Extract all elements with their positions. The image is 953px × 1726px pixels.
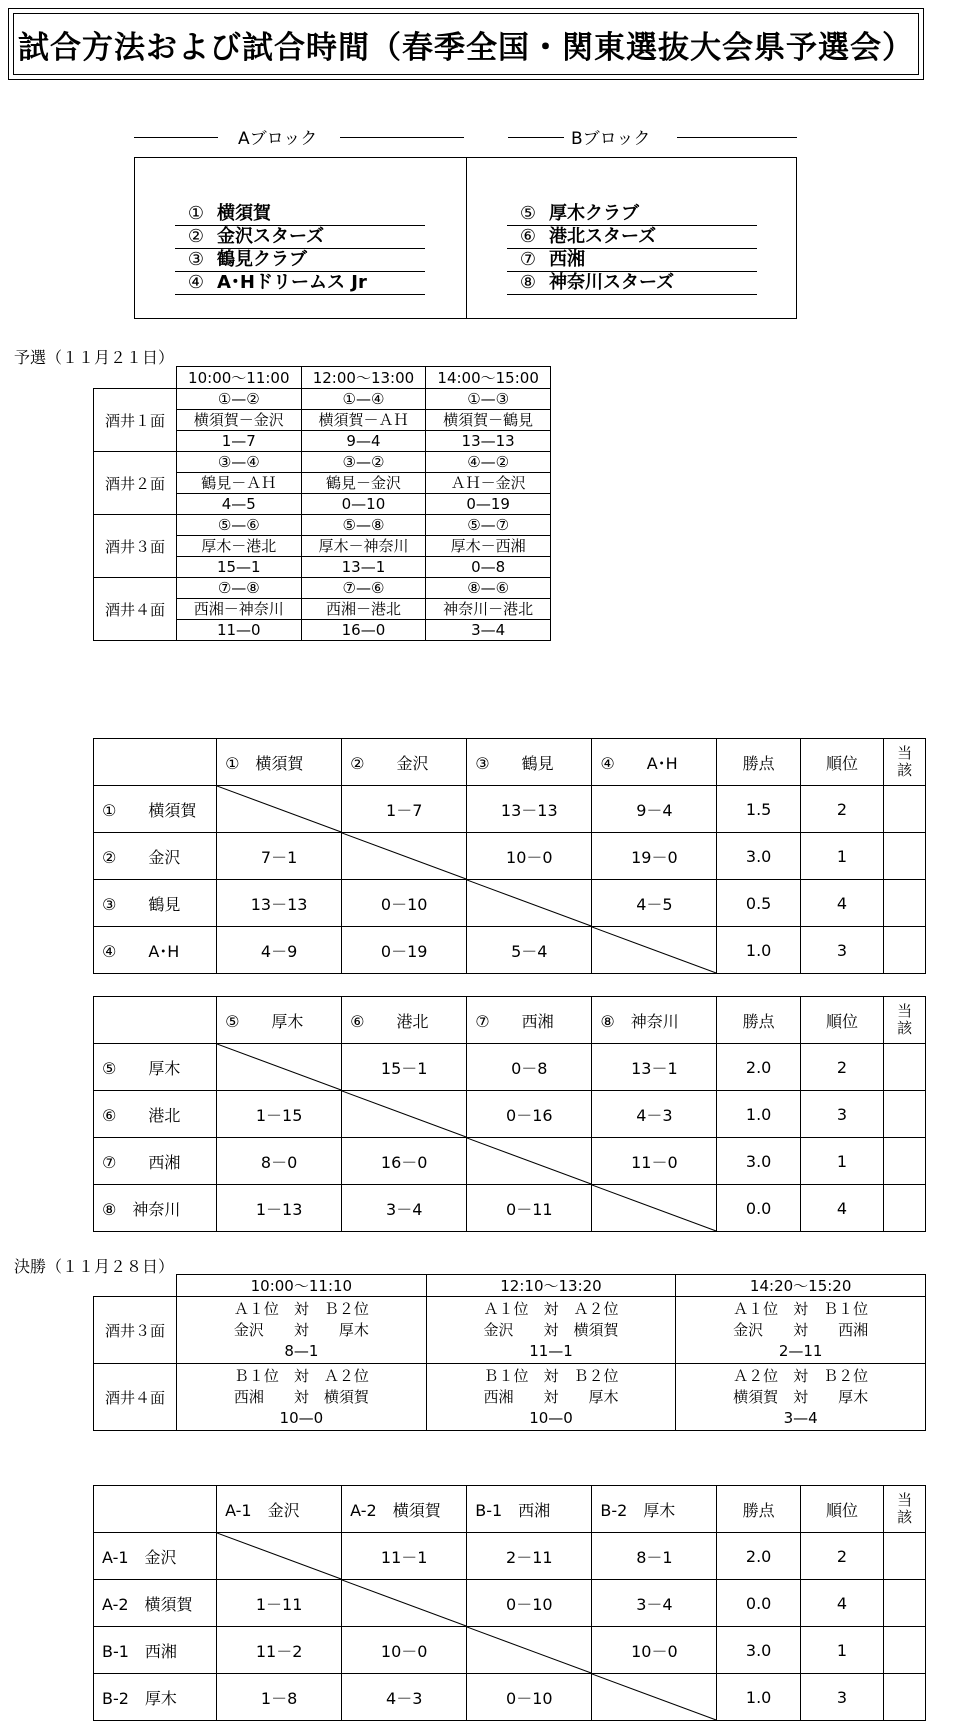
team-name: B-1 西湘: [94, 1627, 217, 1674]
points-cell: 2.0: [717, 1533, 800, 1580]
game-teams: 厚木－西湘: [426, 536, 550, 557]
game-score: 13—13: [461, 432, 515, 450]
game-teams: 厚木－港北: [177, 536, 301, 557]
standing-b-table: [93, 996, 926, 1232]
team-name: ② 金沢: [94, 833, 217, 880]
extra-header: [884, 997, 926, 1044]
court-row: [94, 452, 551, 515]
game-cell: [301, 578, 426, 641]
rank-cell: 3: [800, 1091, 883, 1138]
rank-cell: 2: [800, 1044, 883, 1091]
time-header: 12:00～13:00: [301, 367, 426, 389]
opponent-header: ④ A･H: [592, 739, 717, 786]
game-teams: 金沢 対 厚木: [233, 1320, 369, 1339]
game-score: 3—4: [783, 1408, 818, 1427]
game-teams: ＡＨ－金沢: [426, 473, 550, 494]
time-header: 10:00～11:00: [176, 367, 301, 389]
extra-cell: [884, 1674, 926, 1721]
diagonal-line: [467, 880, 591, 926]
opponent-header: ② 金沢: [342, 739, 467, 786]
score-cell: 3－4: [592, 1580, 717, 1627]
opponent-header: B-2 厚木: [592, 1486, 717, 1533]
game-cell: [676, 1297, 926, 1364]
game-score: 13—1: [341, 558, 386, 576]
score-cell: 8－1: [592, 1533, 717, 1580]
opponent-header: ⑥ 港北: [342, 997, 467, 1044]
points-cell: 1.0: [717, 1674, 800, 1721]
game-pair: ⑦—⑧: [177, 578, 301, 599]
corner-cell: [94, 1275, 177, 1297]
rank-cell: 3: [800, 927, 883, 974]
score-cell: 10－0: [342, 1627, 467, 1674]
diagonal-cell: [592, 927, 717, 974]
opponent-header: A-2 横須賀: [342, 1486, 467, 1533]
court-row: [94, 1297, 926, 1364]
court-name: 酒井１面: [94, 389, 177, 452]
game-cell: [301, 452, 426, 515]
standing-row: [94, 1185, 926, 1232]
game-pair: ⑤—⑥: [177, 515, 301, 536]
game-cell: [176, 515, 301, 578]
score-cell: 2－11: [467, 1533, 592, 1580]
standing-row: [94, 1138, 926, 1185]
game-pair: Ｂ１位 対 Ｂ２位: [483, 1366, 619, 1385]
score-cell: 11－2: [217, 1627, 342, 1674]
court-name: 酒井３面: [94, 515, 177, 578]
score-cell: 0－10: [342, 880, 467, 927]
standing-row: [94, 1674, 926, 1721]
court-name: 酒井４面: [94, 1364, 177, 1431]
score-cell: 4－3: [342, 1674, 467, 1721]
a-block-line-left: [134, 137, 218, 138]
team-entry: [507, 226, 757, 249]
score-cell: 11－0: [592, 1138, 717, 1185]
team-name: ⑥ 港北: [94, 1091, 217, 1138]
score-cell: 0－10: [467, 1674, 592, 1721]
score-cell: 5－4: [467, 927, 592, 974]
extra-cell: [884, 880, 926, 927]
game-score: 8—1: [284, 1341, 319, 1360]
game-cell: [176, 578, 301, 641]
diagonal-line: [217, 1044, 341, 1090]
game-pair: ⑦—⑥: [302, 578, 426, 599]
game-teams: 鶴見－金沢: [302, 473, 426, 494]
score-cell: 1－11: [217, 1580, 342, 1627]
schedule-header-row: [94, 367, 551, 389]
extra-cell: [884, 1185, 926, 1232]
team-entry: [507, 272, 757, 295]
rank-cell: 2: [800, 1533, 883, 1580]
extra-cell: [884, 1627, 926, 1674]
final-schedule-table: [93, 1274, 926, 1431]
opponent-header: ⑦ 西湘: [467, 997, 592, 1044]
extra-header-text: 当該: [897, 744, 913, 779]
standing-row: [94, 1091, 926, 1138]
score-cell: 0－19: [342, 927, 467, 974]
game-pair: ③—②: [302, 452, 426, 473]
game-pair: ⑤—⑧: [302, 515, 426, 536]
diagonal-cell: [342, 1091, 467, 1138]
diagonal-cell: [592, 1185, 717, 1232]
standing-row: [94, 880, 926, 927]
team-name: 鶴見クラブ: [217, 249, 307, 270]
diagonal-line: [342, 1091, 466, 1137]
game-score: 0—8: [471, 558, 506, 576]
game-pair: ③—④: [177, 452, 301, 473]
game-score: 16—0: [341, 621, 386, 639]
game-score: 4—5: [221, 495, 256, 513]
score-cell: 4－3: [592, 1091, 717, 1138]
game-teams: 横須賀 対 厚木: [733, 1387, 869, 1406]
game-pair: Ａ１位 対 Ｂ１位: [733, 1299, 869, 1318]
points-cell: 2.0: [717, 1044, 800, 1091]
team-number: ②: [187, 226, 205, 247]
rank-cell: 1: [800, 1627, 883, 1674]
points-cell: 1.5: [717, 786, 800, 833]
team-name: A-2 横須賀: [94, 1580, 217, 1627]
court-row: [94, 389, 551, 452]
a-block-line-right: [340, 137, 464, 138]
b-block-line-right: [677, 137, 797, 138]
standing-row: [94, 1580, 926, 1627]
score-cell: 1－15: [217, 1091, 342, 1138]
game-pair: Ａ２位 対 Ｂ２位: [733, 1366, 869, 1385]
standing-header-row: [94, 1486, 926, 1533]
game-cell: [301, 389, 426, 452]
game-cell: [426, 1364, 676, 1431]
team-entry: [175, 272, 425, 295]
game-score: 11—1: [529, 1341, 573, 1360]
corner-cell: [94, 1486, 217, 1533]
standing-row: [94, 786, 926, 833]
points-header: 勝点: [717, 997, 800, 1044]
score-cell: 13－1: [592, 1044, 717, 1091]
corner-cell: [94, 997, 217, 1044]
extra-cell: [884, 1044, 926, 1091]
score-cell: 7－1: [217, 833, 342, 880]
team-entry: [175, 249, 425, 272]
team-name: ④ A･H: [94, 927, 217, 974]
standing-final-table: [93, 1485, 926, 1721]
final-label: 決勝（１１月２８日）: [14, 1257, 175, 1276]
page-title: 試合方法および試合時間（春季全国・関東選抜大会県予選会）: [13, 13, 919, 75]
score-cell: 16－0: [342, 1138, 467, 1185]
game-score: 1—7: [221, 432, 256, 450]
court-row: [94, 1364, 926, 1431]
rank-cell: 1: [800, 1138, 883, 1185]
diagonal-line: [592, 1185, 716, 1231]
rank-cell: 4: [800, 880, 883, 927]
game-cell: [177, 1297, 427, 1364]
game-teams: 金沢 対 西湘: [733, 1320, 869, 1339]
game-teams: 横須賀－鶴見: [426, 410, 550, 431]
diagonal-cell: [467, 1627, 592, 1674]
diagonal-cell: [217, 1533, 342, 1580]
team-name: A･Hドリームス Jr: [217, 272, 367, 293]
game-cell: [176, 452, 301, 515]
game-teams: 横須賀－ＡＨ: [302, 410, 426, 431]
team-name: A-1 金沢: [94, 1533, 217, 1580]
standing-header-row: [94, 739, 926, 786]
diagonal-line: [592, 1674, 716, 1720]
extra-cell: [884, 833, 926, 880]
corner-cell: [94, 367, 177, 389]
game-score: 0—19: [466, 495, 510, 513]
score-cell: 19－0: [592, 833, 717, 880]
b-block-line-left: [508, 137, 564, 138]
diagonal-line: [342, 833, 466, 879]
team-name: B-2 厚木: [94, 1674, 217, 1721]
team-entry: [507, 249, 757, 272]
standing-row: [94, 1533, 926, 1580]
game-cell: [426, 515, 551, 578]
game-teams: 西湘－神奈川: [177, 599, 301, 620]
points-header: 勝点: [717, 739, 800, 786]
game-pair: Ａ１位 対 Ｂ２位: [233, 1299, 369, 1318]
score-cell: 10－0: [467, 833, 592, 880]
opponent-header: A-1 金沢: [217, 1486, 342, 1533]
diagonal-cell: [592, 1674, 717, 1721]
points-header: 勝点: [717, 1486, 800, 1533]
score-cell: 0－16: [467, 1091, 592, 1138]
extra-cell: [884, 927, 926, 974]
b-block-label: Bブロック: [571, 129, 651, 149]
standing-row: [94, 833, 926, 880]
team-name: ⑧ 神奈川: [94, 1185, 217, 1232]
points-cell: 0.0: [717, 1185, 800, 1232]
game-pair: ⑧—⑥: [426, 578, 550, 599]
score-cell: 1－8: [217, 1674, 342, 1721]
prelim-label: 予選（１１月２１日）: [14, 348, 175, 367]
game-teams: 鶴見－ＡＨ: [177, 473, 301, 494]
game-score: 10—0: [529, 1408, 573, 1427]
game-pair: ①—④: [302, 389, 426, 410]
rank-cell: 2: [800, 786, 883, 833]
game-cell: [426, 389, 551, 452]
extra-header-text: 当該: [897, 1491, 913, 1526]
rank-header: 順位: [800, 997, 883, 1044]
prelim-schedule-table: [93, 366, 551, 641]
diagonal-line: [217, 786, 341, 832]
team-number: ①: [187, 203, 205, 224]
game-pair: Ａ１位 対 Ａ２位: [483, 1299, 619, 1318]
score-cell: 1－13: [217, 1185, 342, 1232]
time-header: 10:00～11:10: [177, 1275, 427, 1297]
game-score: 10—0: [279, 1408, 324, 1427]
team-name: 金沢スターズ: [217, 226, 325, 247]
rank-cell: 3: [800, 1674, 883, 1721]
points-cell: 1.0: [717, 1091, 800, 1138]
opponent-header: ③ 鶴見: [467, 739, 592, 786]
game-score: 2—11: [778, 1341, 823, 1360]
team-number: ④: [187, 272, 205, 293]
game-teams: 西湘 対 横須賀: [233, 1387, 369, 1406]
rank-header: 順位: [800, 1486, 883, 1533]
extra-cell: [884, 786, 926, 833]
team-name: 厚木クラブ: [549, 203, 639, 224]
score-cell: 13－13: [217, 880, 342, 927]
diagonal-cell: [342, 833, 467, 880]
score-cell: 0－10: [467, 1580, 592, 1627]
team-number: ⑦: [519, 249, 537, 270]
diagonal-cell: [217, 1044, 342, 1091]
points-cell: 3.0: [717, 1627, 800, 1674]
standing-row: [94, 1044, 926, 1091]
diagonal-cell: [467, 1138, 592, 1185]
game-cell: [177, 1364, 427, 1431]
game-score: 3—4: [471, 621, 506, 639]
team-name: ① 横須賀: [94, 786, 217, 833]
score-cell: 8－0: [217, 1138, 342, 1185]
game-teams: 金沢 対 横須賀: [483, 1320, 619, 1339]
game-teams: 厚木－神奈川: [302, 536, 426, 557]
extra-header-text: 当該: [897, 1002, 913, 1037]
game-score: 0—10: [341, 495, 386, 513]
title-box: [8, 8, 924, 80]
team-name: ⑤ 厚木: [94, 1044, 217, 1091]
score-cell: 1－7: [342, 786, 467, 833]
a-block-label: Aブロック: [238, 129, 318, 149]
game-pair: ⑤—⑦: [426, 515, 550, 536]
opponent-header: ⑤ 厚木: [217, 997, 342, 1044]
game-cell: [676, 1364, 926, 1431]
score-cell: 13－13: [467, 786, 592, 833]
team-name: 港北スターズ: [549, 226, 657, 247]
diagonal-cell: [467, 880, 592, 927]
game-score: 15—1: [216, 558, 261, 576]
corner-cell: [94, 739, 217, 786]
court-name: 酒井２面: [94, 452, 177, 515]
team-entry: [507, 203, 757, 226]
game-cell: [301, 515, 426, 578]
team-entry: [175, 226, 425, 249]
extra-cell: [884, 1580, 926, 1627]
points-cell: 1.0: [717, 927, 800, 974]
extra-header: [884, 1486, 926, 1533]
points-cell: 0.5: [717, 880, 800, 927]
opponent-header: B-1 西湘: [467, 1486, 592, 1533]
team-name: ③ 鶴見: [94, 880, 217, 927]
game-teams: 神奈川－港北: [426, 599, 550, 620]
schedule-header-row: [94, 1275, 926, 1297]
team-entry: [175, 203, 425, 226]
game-cell: [426, 578, 551, 641]
team-number: ⑧: [519, 272, 537, 293]
game-score: 11—0: [216, 621, 261, 639]
team-number: ⑥: [519, 226, 537, 247]
diagonal-line: [467, 1138, 591, 1184]
rank-cell: 1: [800, 833, 883, 880]
team-name: 西湘: [549, 249, 585, 270]
game-pair: ①—③: [426, 389, 550, 410]
team-name: 横須賀: [217, 203, 271, 224]
team-name: ⑦ 西湘: [94, 1138, 217, 1185]
game-cell: [426, 1297, 676, 1364]
diagonal-line: [467, 1627, 591, 1673]
diagonal-cell: [342, 1580, 467, 1627]
diagonal-cell: [217, 786, 342, 833]
score-cell: 4－9: [217, 927, 342, 974]
diagonal-line: [592, 927, 716, 973]
score-cell: 4－5: [592, 880, 717, 927]
court-name: 酒井３面: [94, 1297, 177, 1364]
team-name: 神奈川スターズ: [549, 272, 675, 293]
game-teams: 西湘 対 厚木: [483, 1387, 619, 1406]
diagonal-line: [217, 1533, 341, 1579]
time-header: 14:00～15:00: [426, 367, 551, 389]
extra-header: [884, 739, 926, 786]
score-cell: 11－1: [342, 1533, 467, 1580]
score-cell: 9－4: [592, 786, 717, 833]
team-number: ③: [187, 249, 205, 270]
rank-cell: 4: [800, 1580, 883, 1627]
time-header: 12:10～13:20: [426, 1275, 676, 1297]
extra-cell: [884, 1138, 926, 1185]
standing-row: [94, 927, 926, 974]
extra-cell: [884, 1091, 926, 1138]
score-cell: 15－1: [342, 1044, 467, 1091]
opponent-header: ① 横須賀: [217, 739, 342, 786]
extra-cell: [884, 1533, 926, 1580]
points-cell: 3.0: [717, 833, 800, 880]
standing-a-table: [93, 738, 926, 974]
rank-cell: 4: [800, 1185, 883, 1232]
diagonal-line: [342, 1580, 466, 1626]
game-pair: ④—②: [426, 452, 550, 473]
block-divider: [466, 158, 467, 318]
game-cell: [176, 389, 301, 452]
court-name: 酒井４面: [94, 578, 177, 641]
points-cell: 3.0: [717, 1138, 800, 1185]
game-teams: 西湘－港北: [302, 599, 426, 620]
court-row: [94, 578, 551, 641]
court-row: [94, 515, 551, 578]
game-pair: ①—②: [177, 389, 301, 410]
standing-header-row: [94, 997, 926, 1044]
score-cell: 0－11: [467, 1185, 592, 1232]
game-teams: 横須賀－金沢: [177, 410, 301, 431]
score-cell: 3－4: [342, 1185, 467, 1232]
game-score: 9—4: [346, 432, 381, 450]
score-cell: 0－8: [467, 1044, 592, 1091]
team-number: ⑤: [519, 203, 537, 224]
standing-row: [94, 1627, 926, 1674]
game-pair: Ｂ１位 対 Ａ２位: [233, 1366, 369, 1385]
game-cell: [426, 452, 551, 515]
time-header: 14:20～15:20: [676, 1275, 926, 1297]
points-cell: 0.0: [717, 1580, 800, 1627]
opponent-header: ⑧ 神奈川: [592, 997, 717, 1044]
rank-header: 順位: [800, 739, 883, 786]
score-cell: 10－0: [592, 1627, 717, 1674]
